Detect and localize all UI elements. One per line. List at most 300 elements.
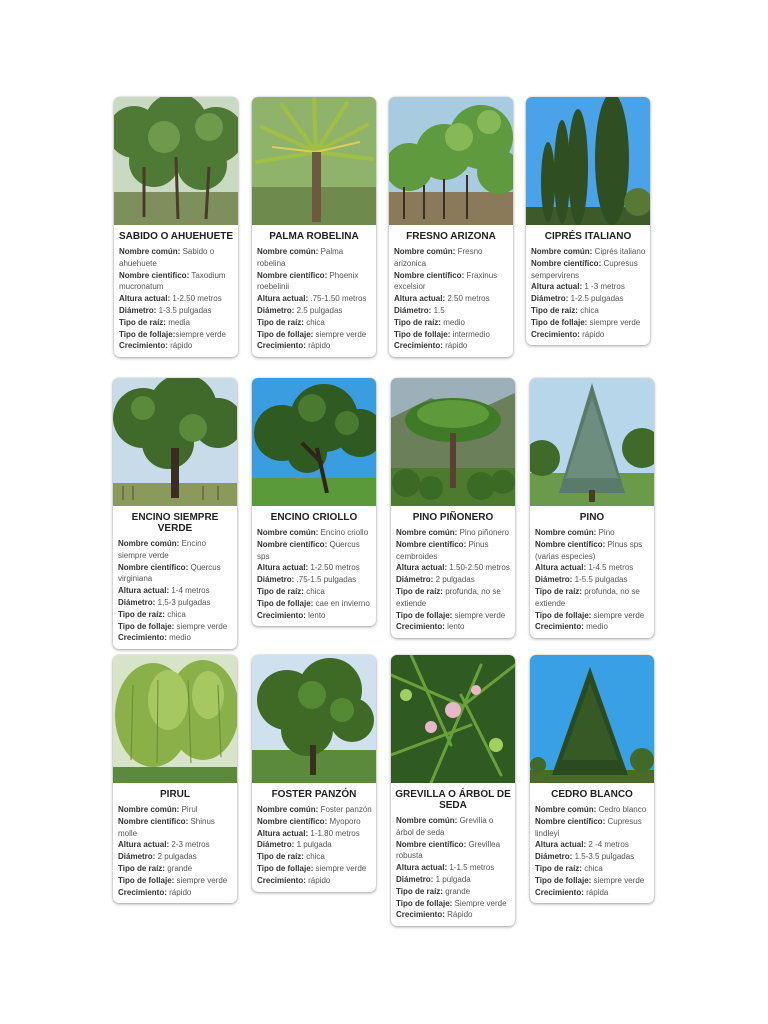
field-label: Crecimiento: xyxy=(394,341,443,351)
field-label: Nombre común: xyxy=(257,805,319,814)
field-label: Tipo de follaje: xyxy=(257,329,314,339)
tree-card-grevilla xyxy=(391,655,515,926)
field-label: Nombre común: xyxy=(535,805,597,814)
field-label: Tipo de raíz: xyxy=(257,317,304,327)
field-label: Altura actual: xyxy=(257,563,309,573)
field-value: 1 -3 metros xyxy=(584,282,625,292)
info-row xyxy=(257,305,372,317)
field-value: 1.5-3.5 pulgadas xyxy=(574,852,635,862)
tree-card-encino-siempre-verde xyxy=(113,378,237,649)
field-value: rápido xyxy=(445,341,468,351)
field-label: Tipo de follaje: xyxy=(531,317,588,327)
tree-title: FOSTER PANZÓN xyxy=(271,789,357,800)
field-label: Tipo de raíz: xyxy=(535,586,582,596)
tree-info xyxy=(530,803,654,903)
info-row xyxy=(257,562,372,574)
info-row xyxy=(118,609,233,621)
tree-info xyxy=(391,814,515,926)
field-value: 1,5-3 pulgadas xyxy=(157,597,211,607)
tree-info xyxy=(114,245,238,357)
field-value: siempre verde xyxy=(175,329,226,339)
field-value: siempre verde xyxy=(315,863,367,873)
field-label: Crecimiento: xyxy=(535,622,584,632)
info-row xyxy=(396,886,511,898)
info-row xyxy=(257,875,372,887)
field-value: siempre verde xyxy=(176,875,228,885)
field-label: Tipo de raíz: xyxy=(531,305,578,315)
field-label: Diámetro: xyxy=(535,575,573,585)
field-value: 1-4 metros xyxy=(171,586,210,596)
info-row xyxy=(257,598,372,610)
info-row xyxy=(535,851,650,863)
field-label: Tipo de follaje: xyxy=(118,621,175,631)
info-row xyxy=(535,562,650,574)
info-row xyxy=(257,574,372,586)
tree-card-cedro-blanco xyxy=(530,655,654,903)
info-row xyxy=(257,863,372,875)
tree-card-pino xyxy=(530,378,654,638)
field-value: Fresno arizonica xyxy=(394,247,483,268)
field-label: Nombre común: xyxy=(396,816,458,825)
info-row xyxy=(118,585,233,597)
tree-info xyxy=(252,803,376,892)
field-label: Diámetro: xyxy=(118,597,156,607)
tree-photo xyxy=(530,378,654,506)
field-label: Diámetro: xyxy=(394,305,432,315)
tree-title: CEDRO BLANCO xyxy=(551,789,633,800)
info-row xyxy=(118,597,233,609)
tree-info xyxy=(530,526,654,638)
field-value: 1 pulgada xyxy=(435,874,471,884)
field-label: Nombre científico: xyxy=(257,270,328,280)
info-row xyxy=(396,539,511,563)
field-value: Quercus sps xyxy=(257,539,360,561)
field-label: Nombre cientifico: xyxy=(119,270,190,280)
tree-card-pirul xyxy=(113,655,237,903)
info-row xyxy=(257,270,372,294)
field-label: Nombre científico: xyxy=(535,539,606,549)
info-row xyxy=(257,610,372,622)
info-row xyxy=(396,839,511,863)
tree-photo xyxy=(114,97,238,225)
field-value: 1 pulgada xyxy=(296,840,332,850)
field-label: Tipo de follaje: xyxy=(257,863,314,873)
field-value: Encino criollo xyxy=(320,528,369,537)
field-value: chica xyxy=(584,863,603,873)
field-value: chica xyxy=(306,586,325,596)
info-row xyxy=(531,281,646,293)
field-label: Tipo de raíz: xyxy=(257,586,304,596)
info-row xyxy=(535,816,650,840)
info-row xyxy=(396,898,511,910)
info-row xyxy=(257,246,372,270)
field-value: 2 pulgadas xyxy=(435,575,475,585)
field-value: medio xyxy=(443,317,465,327)
info-row xyxy=(257,293,372,305)
field-value: 1.5 xyxy=(433,305,445,315)
info-row xyxy=(531,329,646,341)
tree-title: PINO PIÑONERO xyxy=(412,512,494,523)
field-label: Nombre científico: xyxy=(396,539,467,549)
field-value: Cupresus sempervirens xyxy=(531,258,638,280)
field-label: Crecimiento: xyxy=(118,887,167,897)
field-label: Crecimiento: xyxy=(396,910,445,920)
info-row xyxy=(394,329,509,341)
field-value: 1-1.80 metros xyxy=(310,828,360,838)
field-label: Tipo de follaje: xyxy=(119,329,176,339)
info-row xyxy=(531,246,646,258)
info-row xyxy=(535,574,650,586)
field-value: Rápido xyxy=(447,910,473,920)
tree-card-palma-robelina xyxy=(252,97,376,357)
info-row xyxy=(396,574,511,586)
field-value: 1-1.5 metros xyxy=(449,863,495,873)
field-value: Palma robelina xyxy=(257,247,344,268)
field-value: medio xyxy=(169,633,191,643)
field-label: Diámetro: xyxy=(535,852,573,862)
tree-info xyxy=(113,803,237,903)
field-value: Encino siempre verde xyxy=(118,539,207,560)
tree-title: ENCINO SIEMPRE VERDE xyxy=(131,512,219,534)
field-value: Taxodium mucronatum xyxy=(119,270,226,292)
tree-photo xyxy=(113,378,237,506)
info-row xyxy=(535,527,650,539)
field-value: Grevillea robusta xyxy=(396,839,501,861)
field-value: siempre verde xyxy=(315,329,367,339)
field-label: Tipo de raíz: xyxy=(119,317,166,327)
field-value: profunda, no se extiende xyxy=(396,586,501,608)
tree-info xyxy=(389,245,513,357)
field-value: rápido xyxy=(170,341,193,351)
info-row xyxy=(257,816,372,828)
field-value: Phoenix roebelinii xyxy=(257,270,359,292)
tree-photo xyxy=(391,378,515,506)
field-value: Pino piñonero xyxy=(459,528,509,537)
field-value: 1-3.5 pulgadas xyxy=(158,305,212,315)
field-label: Nombre común: xyxy=(531,247,593,256)
field-value: Shinus molle xyxy=(118,816,215,838)
field-label: Nombre común: xyxy=(118,539,180,548)
tree-card-pino-pinonero xyxy=(391,378,515,638)
field-label: Nombre común: xyxy=(119,247,181,256)
tree-info xyxy=(391,526,515,638)
field-value: 1-5.5 pulgadas xyxy=(574,575,628,585)
field-label: Altura actual: xyxy=(396,863,448,873)
tree-title: PINO xyxy=(579,512,605,523)
field-label: Nombre común: xyxy=(394,247,456,256)
field-label: Tipo de raíz: xyxy=(396,886,443,896)
field-value: grande xyxy=(445,886,471,896)
field-label: Crecimiento: xyxy=(535,887,584,897)
info-row xyxy=(118,804,233,816)
field-label: Tipo de follaje: xyxy=(118,875,175,885)
tree-photo xyxy=(252,655,376,783)
field-value: Pino xyxy=(598,528,615,537)
field-value: .75-1.50 metros xyxy=(310,294,367,304)
field-label: Tipo de raíz: xyxy=(257,852,304,862)
field-label: Tipo de follaje: xyxy=(257,598,314,608)
field-label: Crecimiento: xyxy=(396,622,445,632)
info-row xyxy=(535,839,650,851)
field-label: Altura actual: xyxy=(394,294,446,304)
field-value: Pinus cembroides xyxy=(396,539,489,561)
field-value: Fraxinus excelsior xyxy=(394,270,498,292)
field-value: chica xyxy=(306,852,325,862)
field-label: Diámetro: xyxy=(118,852,156,862)
info-row xyxy=(535,539,650,563)
field-value: profunda, no se extiende xyxy=(535,586,640,608)
info-row xyxy=(396,610,511,622)
info-row xyxy=(119,270,234,294)
field-value: rápido xyxy=(169,887,192,897)
field-value: medio xyxy=(586,622,608,632)
field-value: chica xyxy=(167,609,186,619)
info-row xyxy=(257,527,372,539)
field-label: Altura actual: xyxy=(257,828,309,838)
info-row xyxy=(118,632,233,644)
field-label: Nombre común: xyxy=(118,805,180,814)
field-value: 1-2.50 metros xyxy=(172,294,222,304)
info-row xyxy=(396,815,511,839)
field-value: 1-4.5 metros xyxy=(588,563,634,573)
tree-title: PALMA ROBELINA xyxy=(269,231,359,242)
field-value: Ciprés italiano xyxy=(594,247,646,256)
field-value: 2.5 pulgadas xyxy=(296,305,343,315)
info-row xyxy=(394,293,509,305)
info-row xyxy=(119,305,234,317)
tree-photo xyxy=(391,655,515,783)
field-value: grande xyxy=(167,863,193,873)
field-label: Tipo de raíz: xyxy=(535,863,582,873)
field-label: Crecimiento: xyxy=(119,341,168,351)
field-label: Nombre científico: xyxy=(118,816,189,826)
info-row xyxy=(535,586,650,610)
tree-card-fresno-arizona xyxy=(389,97,513,357)
field-value: Quercus virginiana xyxy=(118,562,221,584)
tree-info xyxy=(526,245,650,345)
info-row xyxy=(257,539,372,563)
field-value: Foster panzón xyxy=(320,805,372,814)
field-value: Sabido o ahuehuete xyxy=(119,247,215,268)
field-label: Crecimiento: xyxy=(257,341,306,351)
info-row xyxy=(118,851,233,863)
field-value: siempre verde xyxy=(454,610,506,620)
field-label: Altura actual: xyxy=(257,294,309,304)
field-value: lento xyxy=(308,610,326,620)
field-value: Cupresus lindleyi xyxy=(535,816,642,838)
tree-photo xyxy=(389,97,513,225)
field-label: Nombre científico: xyxy=(535,816,606,826)
info-row xyxy=(257,317,372,329)
info-row xyxy=(396,562,511,574)
info-row xyxy=(396,862,511,874)
field-label: Tipo de raíz: xyxy=(396,586,443,596)
info-row xyxy=(394,246,509,270)
field-value: .75-1.5 pulgadas xyxy=(296,575,357,585)
info-row xyxy=(257,828,372,840)
info-row xyxy=(535,621,650,633)
tree-title: CIPRÉS ITALIANO xyxy=(544,231,632,242)
info-row xyxy=(535,610,650,622)
field-label: Diámetro: xyxy=(257,305,295,315)
field-label: Nombre común: xyxy=(535,528,597,537)
field-value: Siempre verde xyxy=(454,898,507,908)
tree-photo xyxy=(252,97,376,225)
field-label: Diámetro: xyxy=(257,840,295,850)
info-row xyxy=(257,329,372,341)
field-label: Altura actual: xyxy=(119,294,171,304)
info-row xyxy=(394,305,509,317)
field-label: Nombre científico: xyxy=(118,562,189,572)
info-row xyxy=(119,246,234,270)
tree-photo xyxy=(530,655,654,783)
field-label: Tipo de follaje: xyxy=(396,610,453,620)
info-row xyxy=(394,317,509,329)
field-label: Crecimiento: xyxy=(257,610,306,620)
tree-title: GREVILLA O ÁRBOL DE SEDA xyxy=(395,789,511,811)
tree-card-cipres-italiano xyxy=(526,97,650,345)
field-label: Altura actual: xyxy=(531,282,583,292)
field-label: Diámetro: xyxy=(396,575,434,585)
field-label: Nombre científico: xyxy=(396,839,467,849)
field-label: Nombre común: xyxy=(396,528,458,537)
info-row xyxy=(257,839,372,851)
field-label: Altura actual: xyxy=(118,586,170,596)
field-value: 2.50 metros xyxy=(447,294,490,304)
field-value: Grevilia o árbol de seda xyxy=(396,816,494,837)
info-row xyxy=(531,258,646,282)
tree-info xyxy=(252,245,376,357)
field-label: Diámetro: xyxy=(531,294,569,304)
field-value: siempre verde xyxy=(176,621,228,631)
info-row xyxy=(535,804,650,816)
field-value: 2 pulgadas xyxy=(157,852,197,862)
field-label: Diámetro: xyxy=(257,575,295,585)
info-row xyxy=(118,839,233,851)
info-row xyxy=(119,317,234,329)
info-row xyxy=(396,621,511,633)
tree-photo xyxy=(252,378,376,506)
tree-card-encino-criollo xyxy=(252,378,376,626)
field-label: Nombre común: xyxy=(257,247,319,256)
info-row xyxy=(118,538,233,562)
field-label: Altura actual: xyxy=(535,563,587,573)
field-label: Tipo de follaje: xyxy=(535,610,592,620)
tree-info xyxy=(252,526,376,626)
info-row xyxy=(535,875,650,887)
tree-card-foster-panzon xyxy=(252,655,376,892)
field-label: Tipo de raíz: xyxy=(118,863,165,873)
tree-photo xyxy=(113,655,237,783)
field-label: Crecimiento: xyxy=(118,633,167,643)
field-label: Nombre común: xyxy=(257,528,319,537)
field-value: rápido xyxy=(582,329,605,339)
field-value: intermedio xyxy=(452,329,490,339)
field-label: Diámetro: xyxy=(119,305,157,315)
field-value: chica xyxy=(306,317,325,327)
info-row xyxy=(396,586,511,610)
tree-photo xyxy=(526,97,650,225)
tree-title: FRESNO ARIZONA xyxy=(406,231,496,242)
field-label: Nombre científico: xyxy=(257,539,328,549)
field-label: Tipo de follaje: xyxy=(396,898,453,908)
field-label: Crecimiento: xyxy=(257,875,306,885)
info-row xyxy=(119,340,234,352)
field-value: Pinus sps (varias especies) xyxy=(535,539,643,561)
field-value: 1-2.5 pulgadas xyxy=(570,294,624,304)
info-row xyxy=(118,562,233,586)
field-label: Tipo de follaje: xyxy=(394,329,451,339)
field-value: chica xyxy=(580,305,599,315)
field-value: 2-3 metros xyxy=(171,840,210,850)
info-row xyxy=(119,293,234,305)
field-value: rápido xyxy=(308,875,331,885)
info-row xyxy=(394,270,509,294)
info-row xyxy=(257,851,372,863)
field-label: Altura actual: xyxy=(535,840,587,850)
field-value: lento xyxy=(447,622,465,632)
info-row xyxy=(531,293,646,305)
info-row xyxy=(257,804,372,816)
tree-title: SABIDO O AHUEHUETE xyxy=(118,231,234,242)
info-row xyxy=(535,863,650,875)
field-value: Myoporo xyxy=(329,816,361,826)
info-row xyxy=(535,887,650,899)
field-value: rápido xyxy=(308,341,331,351)
field-label: Altura actual: xyxy=(118,840,170,850)
field-label: Tipo de follaje: xyxy=(535,875,592,885)
field-label: Diámetro: xyxy=(396,874,434,884)
tree-info xyxy=(113,537,237,649)
tree-title: ENCINO CRIOLLO xyxy=(270,512,358,523)
field-value: siempre verde xyxy=(593,610,645,620)
tree-card-sabido xyxy=(114,97,238,357)
info-row xyxy=(119,329,234,341)
info-row xyxy=(118,875,233,887)
field-value: 1-2.50 metros xyxy=(310,563,360,573)
field-value: siempre verde xyxy=(593,875,645,885)
field-label: Tipo de raíz: xyxy=(394,317,441,327)
tree-title: PIRUL xyxy=(160,789,190,800)
field-value: rápida xyxy=(586,887,609,897)
info-row xyxy=(118,816,233,840)
info-row xyxy=(396,909,511,921)
field-value: 1.50-2.50 metros xyxy=(449,563,510,573)
field-value: cae en invierno xyxy=(315,598,370,608)
info-row xyxy=(257,586,372,598)
info-row xyxy=(531,317,646,329)
field-label: Crecimiento: xyxy=(531,329,580,339)
info-row xyxy=(118,621,233,633)
field-label: Nombre científico: xyxy=(531,258,602,268)
info-row xyxy=(396,527,511,539)
info-row xyxy=(118,863,233,875)
field-label: Nombre científico: xyxy=(257,816,328,826)
field-value: Cedro blanco xyxy=(598,805,647,814)
info-row xyxy=(257,340,372,352)
field-value: 2 -4 metros xyxy=(588,840,629,850)
info-row xyxy=(394,340,509,352)
info-row xyxy=(531,305,646,317)
field-value: Pirul xyxy=(181,805,198,814)
info-row xyxy=(118,887,233,899)
field-label: Nombre científico: xyxy=(394,270,465,280)
field-label: Tipo de raíz: xyxy=(118,609,165,619)
field-label: Altura actual: xyxy=(396,563,448,573)
info-row xyxy=(396,874,511,886)
field-value: media xyxy=(168,317,190,327)
field-value: siempre verde xyxy=(589,317,641,327)
